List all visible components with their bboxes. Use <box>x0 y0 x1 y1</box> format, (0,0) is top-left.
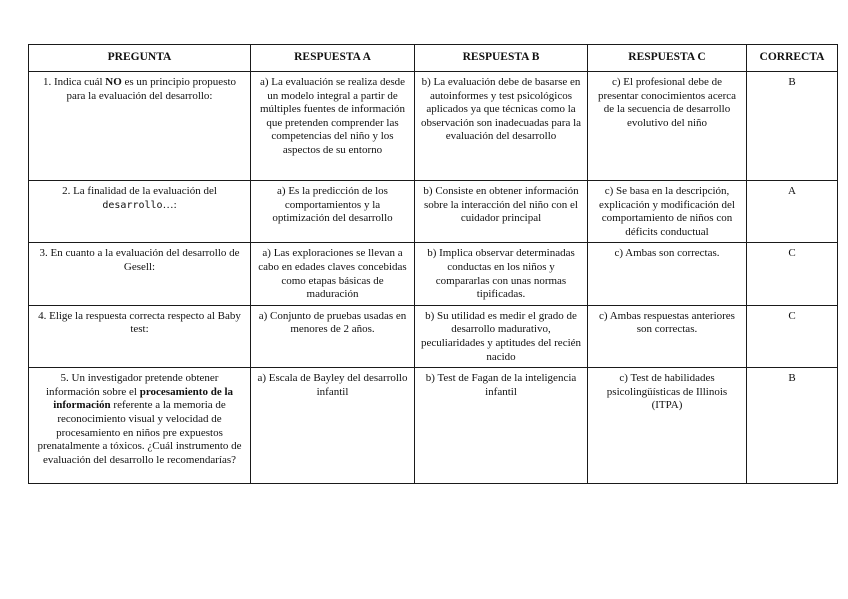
answer-a-cell: a) La evaluación se realiza desde un modelo integral a partir de múltiples fuentes de información que pretenden comprender las competencias del niño y los aspectos de su entorno <box>251 72 415 181</box>
answer-b-cell: b) Consiste en obtener información sobre la interacción del niño con el cuidador principal <box>415 181 588 243</box>
question-emphasis: procesamiento de la información <box>53 385 234 412</box>
answer-a-cell: a) Escala de Bayley del desarrollo infantil <box>251 368 415 484</box>
header-pregunta: PREGUNTA <box>29 45 251 72</box>
question-cell <box>29 368 251 484</box>
answer-c-cell: c) Ambas son correctas. <box>588 243 747 305</box>
question-emphasis: NO <box>105 76 122 88</box>
table-row <box>29 243 838 305</box>
answer-a-cell: a) Es la predicción de los comportamientos y la optimización del desarrollo <box>251 181 415 243</box>
answer-b-cell: b) Test de Fagan de la inteligencia infantil <box>415 368 588 484</box>
question-text: es un principio propuesto para la evaluación del desarrollo: <box>66 76 237 102</box>
header-respuesta-b: RESPUESTA B <box>415 45 588 72</box>
answer-c-cell: c) El profesional debe de presentar conocimientos acerca de la secuencia de desarrollo evolutivo del niño <box>588 72 747 181</box>
table-row <box>29 305 838 367</box>
question-text: 1. Indica cuál <box>42 76 106 88</box>
question-emphasis: desarrollo <box>102 199 163 211</box>
question-text: 5. Un investigador pretende obtener información sobre el <box>45 372 219 398</box>
answer-b-cell: b) Implica observar determinadas conductas en los niños y compararlas con unas normas tipificadas. <box>415 243 588 305</box>
table-row <box>29 72 838 181</box>
question-cell <box>29 72 251 181</box>
answer-b-cell: b) Su utilidad es medir el grado de desarrollo madurativo, peculiaridades y aptitudes del recién nacido <box>415 305 588 367</box>
question-cell: 4. Elige la respuesta correcta respecto al Baby test: <box>29 305 251 367</box>
question-text: referente a la memoria de reconocimiento visual y velocidad de procesamiento en niños pre expuestos prenatalmente a tóxicos. ¿Cuál instrumento de evaluación del desarrollo le recomendarías? <box>37 399 242 466</box>
answer-b-cell: b) La evaluación debe de basarse en autoinformes y test psicológicos aplicados ya que técnicas como la observación son inadecuadas para la evaluación del desarrollo <box>415 72 588 181</box>
header-correcta: CORRECTA <box>747 45 838 72</box>
correct-answer-cell: A <box>747 181 838 243</box>
header-respuesta-a: RESPUESTA A <box>251 45 415 72</box>
answer-c-cell: c) Ambas respuestas anteriores son correctas. <box>588 305 747 367</box>
answer-a-cell: a) Las exploraciones se llevan a cabo en edades claves concebidas como etapas básicas de maduración <box>251 243 415 305</box>
question-cell: 3. En cuanto a la evaluación del desarrollo de Gesell: <box>29 243 251 305</box>
question-text: 2. La finalidad de la evaluación del <box>62 185 217 197</box>
header-respuesta-c: RESPUESTA C <box>588 45 747 72</box>
correct-answer-cell: B <box>747 368 838 484</box>
question-text: …: <box>162 198 177 211</box>
table-row <box>29 181 838 243</box>
answer-c-cell: c) Se basa en la descripción, explicación y modificación del comportamiento de niños con déficits conductual <box>588 181 747 243</box>
correct-answer-cell: B <box>747 72 838 181</box>
table-row <box>29 368 838 484</box>
question-cell <box>29 181 251 243</box>
answer-c-cell: c) Test de habilidades psicolingüísticas de Illinois (ITPA) <box>588 368 747 484</box>
answer-a-cell: a) Conjunto de pruebas usadas en menores de 2 años. <box>251 305 415 367</box>
correct-answer-cell: C <box>747 243 838 305</box>
correct-answer-cell: C <box>747 305 838 367</box>
header-row <box>29 45 838 72</box>
quiz-table <box>28 44 838 484</box>
